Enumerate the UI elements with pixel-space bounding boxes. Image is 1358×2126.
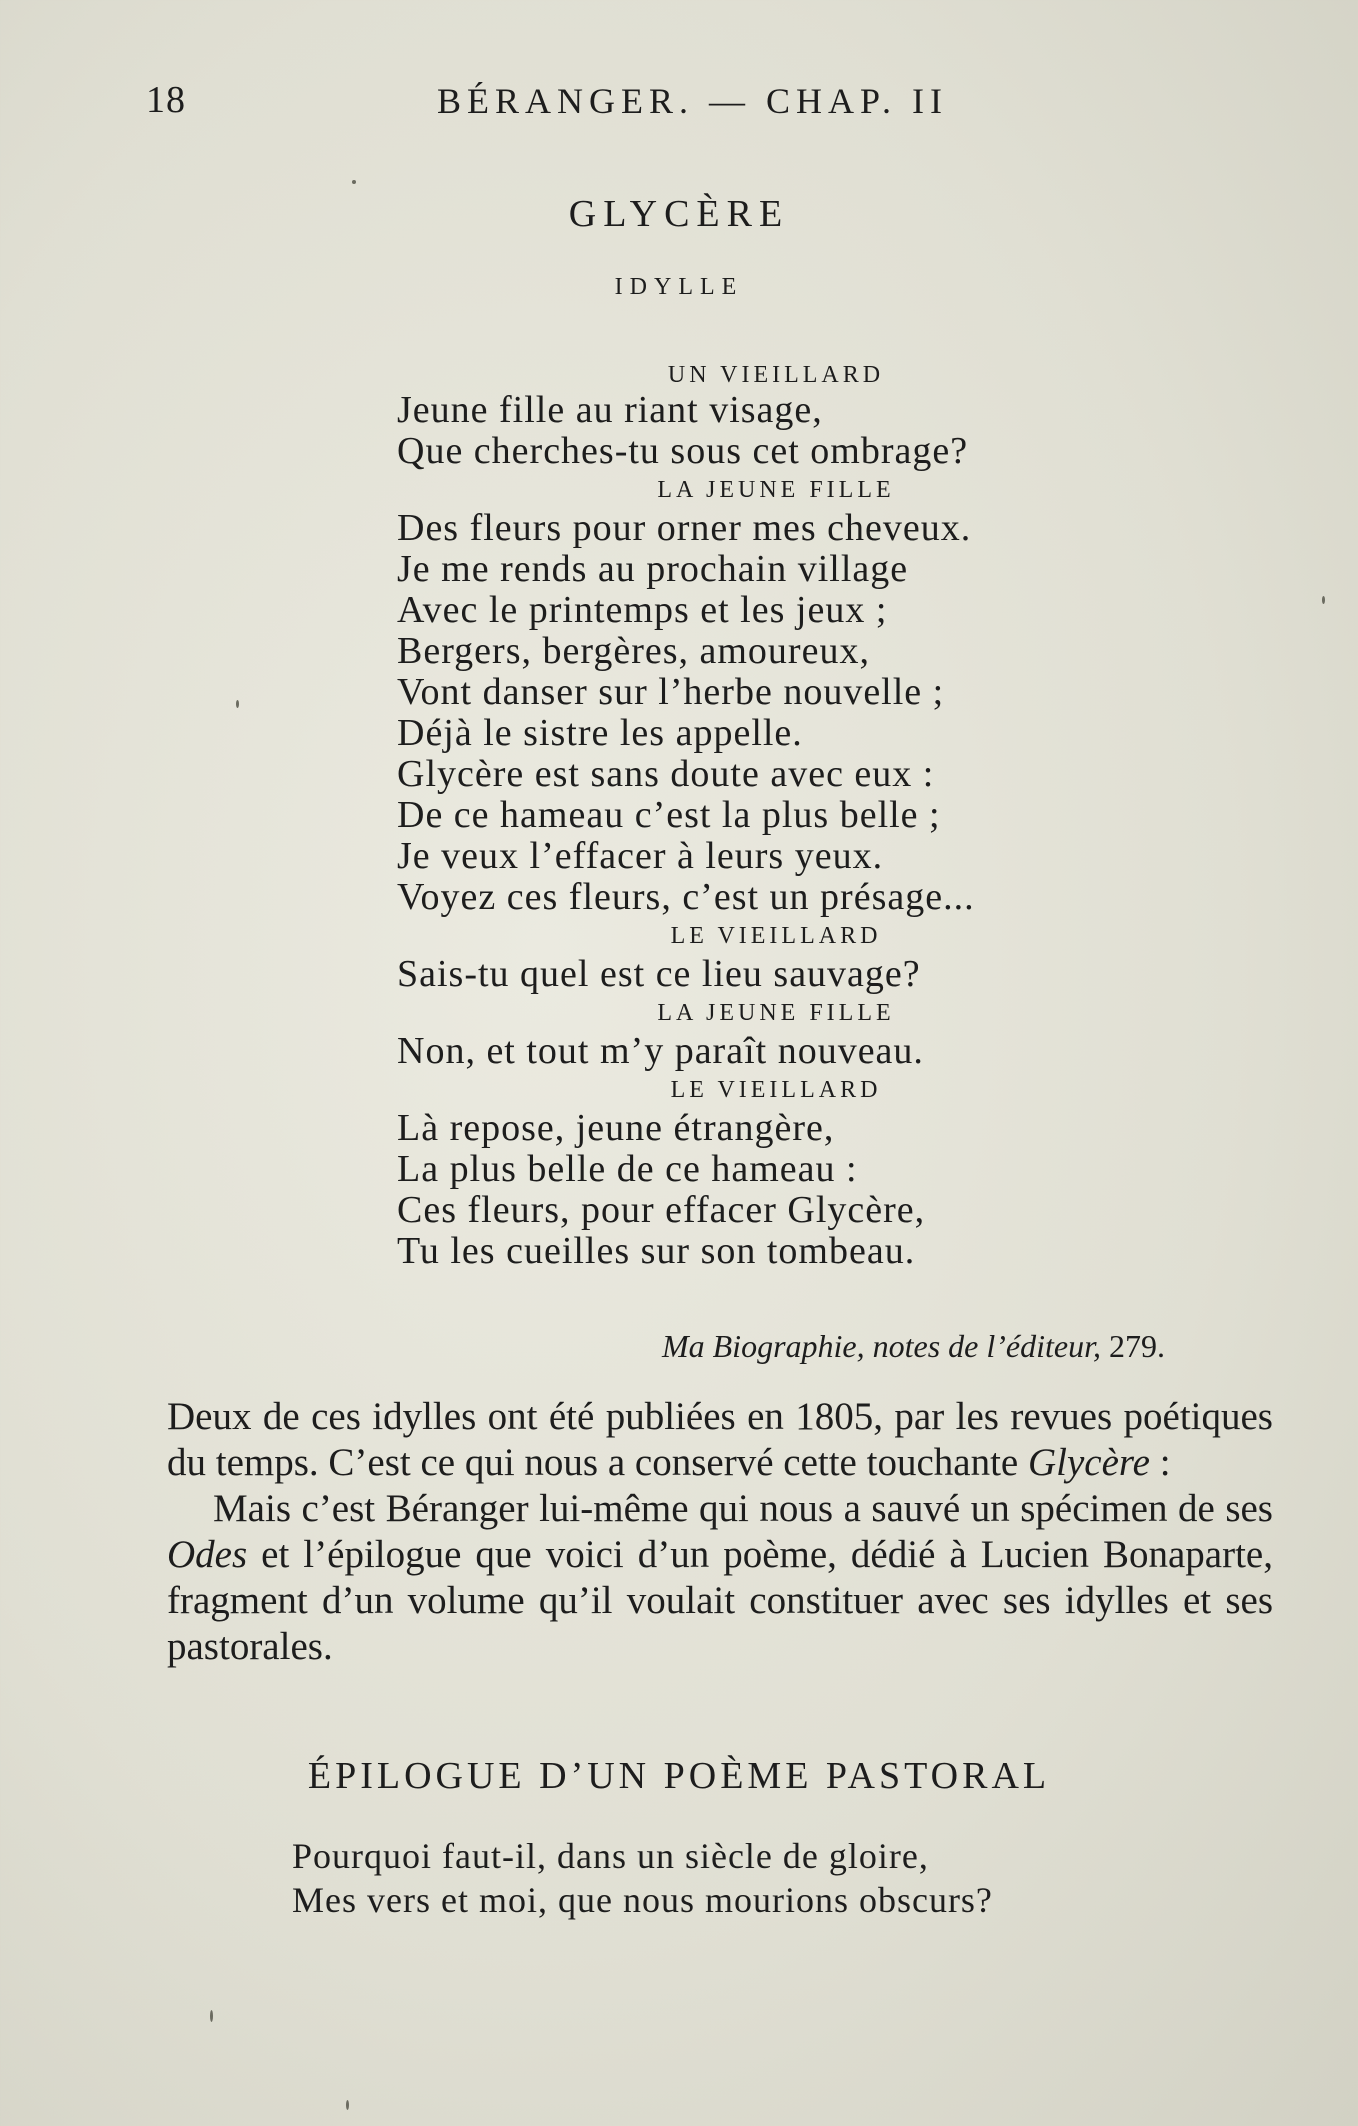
paper-speck bbox=[236, 700, 239, 708]
poem-title: GLYCÈRE bbox=[568, 193, 790, 235]
poem-subtitle: IDYLLE bbox=[614, 274, 744, 300]
paragraph bbox=[167, 1486, 1273, 1670]
verse-line: Non, et tout m’y paraît nouveau. bbox=[397, 1030, 924, 1072]
verse-line: Sais-tu quel est ce lieu sauvage? bbox=[397, 953, 921, 995]
verse-line: Déjà le sistre les appelle. bbox=[397, 712, 803, 754]
speaker-label: LA JEUNE FILLE bbox=[657, 1000, 895, 1026]
verse-line: Là repose, jeune étrangère, bbox=[397, 1107, 835, 1149]
verse-line: Des fleurs pour orner mes cheveux. bbox=[397, 507, 972, 549]
speaker-label: LA JEUNE FILLE bbox=[657, 477, 895, 503]
verse-line: Je veux l’effacer à leurs yeux. bbox=[397, 835, 884, 877]
source-page: 279. bbox=[1101, 1328, 1165, 1364]
poem-body bbox=[397, 352, 1157, 1272]
verse-line: Jeune fille au riant visage, bbox=[397, 389, 823, 431]
paragraph bbox=[167, 1394, 1273, 1486]
paper-speck bbox=[346, 2100, 349, 2110]
speaker-label: LE VIEILLARD bbox=[670, 1077, 882, 1103]
verse-line: Tu les cueilles sur son tombeau. bbox=[397, 1230, 916, 1272]
paragraph-text: et l’épilogue que voici d’un poème, dédié à Lucien Bonaparte, fragment d’un volume qu’il voulait constituer avec ses idylles et ses pastorales. bbox=[167, 1533, 1273, 1668]
prose-text bbox=[167, 1394, 1273, 1670]
paragraph-text: : bbox=[1149, 1441, 1171, 1484]
italic-title: Odes bbox=[167, 1533, 248, 1576]
italic-title: Glycère bbox=[1027, 1441, 1150, 1484]
verse-line: Que cherches-tu sous cet ombrage? bbox=[397, 430, 969, 472]
verse-line: Avec le printemps et les jeux ; bbox=[397, 589, 888, 631]
speaker-label: LE VIEILLARD bbox=[670, 923, 882, 949]
verse-line: De ce hameau c’est la plus belle ; bbox=[397, 794, 941, 836]
paragraph-text: Deux de ces idylles ont été publiées en 1805, par les revues poétiques du temps. C’est ce qui nous a conservé cette touchante bbox=[167, 1395, 1273, 1484]
verse-line: Glycère est sans doute avec eux : bbox=[397, 753, 935, 795]
source-title: Ma Biographie, notes de l’éditeur, bbox=[661, 1328, 1101, 1364]
verse-line: Vont danser sur l’herbe nouvelle ; bbox=[397, 671, 945, 713]
speaker-label: UN VIEILLARD bbox=[667, 362, 885, 388]
verse-line: Ces fleurs, pour effacer Glycère, bbox=[397, 1189, 926, 1231]
verse-line: Pourquoi faut-il, dans un siècle de gloire, bbox=[292, 1836, 929, 1876]
paper-speck bbox=[1322, 596, 1325, 604]
paragraph-text: Mais c’est Béranger lui-même qui nous a sauvé un spécimen de ses bbox=[213, 1487, 1273, 1530]
epilogue-verses bbox=[292, 1834, 993, 1922]
page-number: 18 bbox=[146, 79, 186, 121]
verse-line: Voyez ces fleurs, c’est un présage... bbox=[397, 876, 975, 918]
paper-speck bbox=[210, 2010, 213, 2022]
source-citation bbox=[662, 1328, 1165, 1365]
running-head: BÉRANGER. — CHAP. II bbox=[437, 81, 949, 121]
paper-speck bbox=[352, 180, 356, 184]
verse-line: Bergers, bergères, amoureux, bbox=[397, 630, 870, 672]
section-title: ÉPILOGUE D’UN POÈME PASTORAL bbox=[307, 1755, 1051, 1797]
verse-line: La plus belle de ce hameau : bbox=[397, 1148, 858, 1190]
verse-line: Je me rends au prochain village bbox=[397, 548, 909, 590]
verse-line: Mes vers et moi, que nous mourions obscurs? bbox=[292, 1880, 993, 1920]
